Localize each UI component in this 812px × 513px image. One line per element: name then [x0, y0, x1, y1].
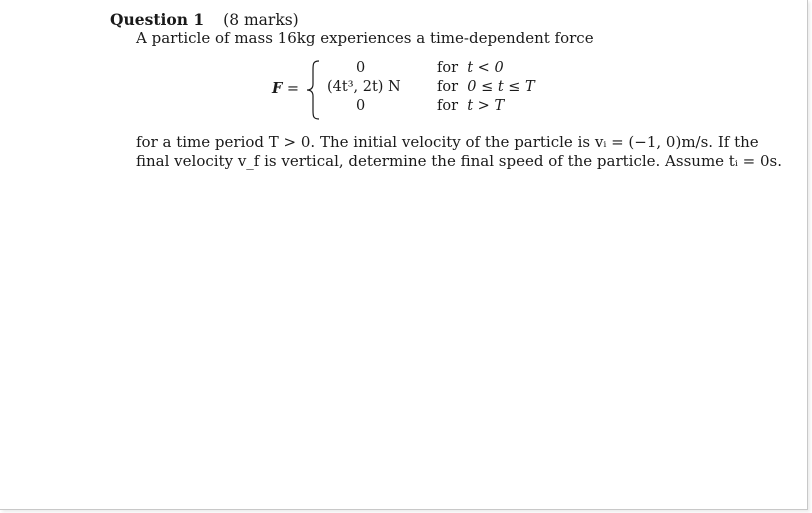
case-condition-text: t < 0 [467, 60, 504, 76]
force-symbol: F [272, 80, 283, 97]
case-condition-prefix: for [437, 98, 459, 114]
piecewise-force-equation [272, 60, 572, 120]
body-line-1: for a time period T > 0. The initial velocity of the particle is vᵢ = (−1, 0)m/s. If the [136, 133, 759, 151]
case-value-2: (4t³, 2t) N [327, 79, 401, 95]
equals-sign: = [286, 81, 300, 97]
left-brace-icon [306, 60, 322, 120]
question-label: Question 1 [110, 10, 205, 29]
case-condition-prefix: for [437, 60, 459, 76]
question-body [136, 133, 782, 171]
case-condition-text: t > T [467, 98, 505, 114]
question-header [110, 10, 299, 29]
case-condition-3 [437, 98, 504, 114]
case-condition-1 [437, 60, 504, 76]
case-condition-2 [437, 79, 535, 95]
case-condition-text: 0 ≤ t ≤ T [467, 79, 535, 95]
question-marks: (8 marks) [223, 11, 299, 29]
case-value-3: 0 [356, 98, 366, 114]
case-value-1: 0 [356, 60, 366, 76]
body-line-2: final velocity v_f is vertical, determine the final speed of the particle. Assume tᵢ = 0s. [136, 152, 782, 170]
case-condition-prefix: for [437, 79, 459, 95]
equation-lhs [272, 80, 299, 97]
question-intro: A particle of mass 16kg experiences a time-dependent force [136, 29, 594, 47]
